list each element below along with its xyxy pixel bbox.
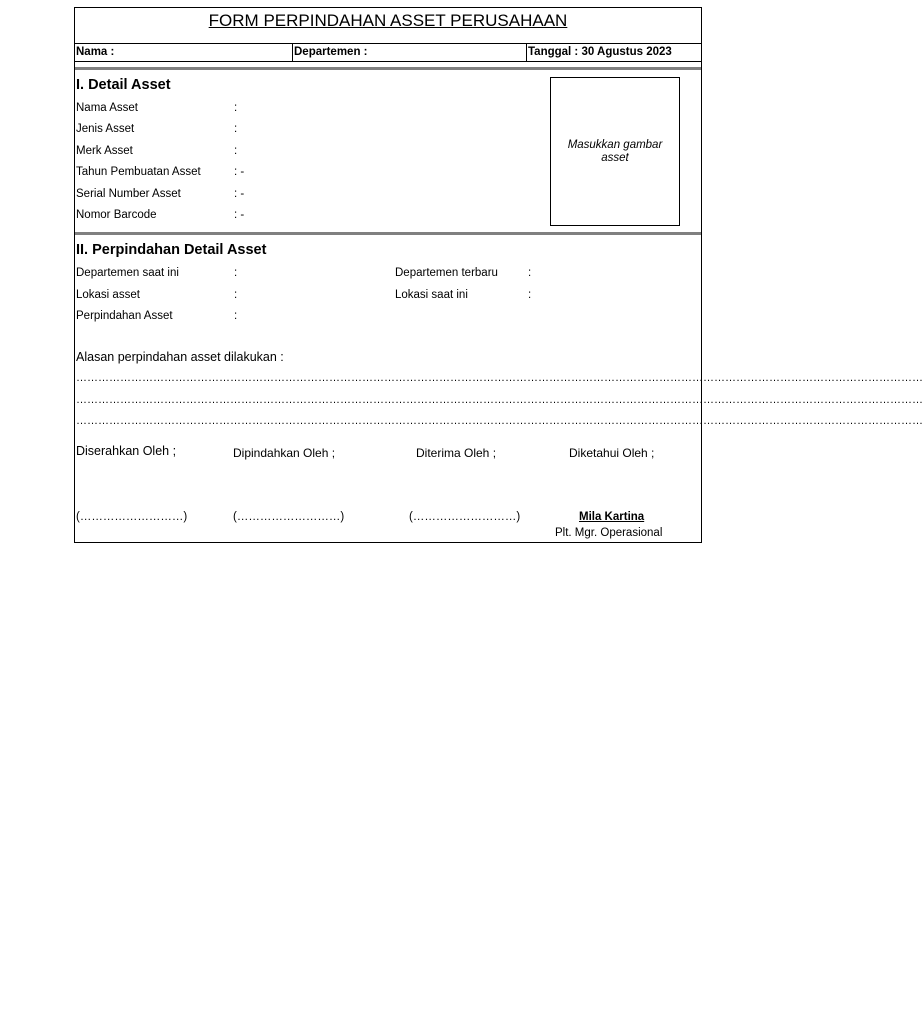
asset-transfer-form — [74, 7, 923, 543]
row-label: Departemen saat ini — [76, 267, 179, 279]
row-value[interactable]: : — [234, 123, 238, 135]
row-value[interactable]: : — [234, 102, 238, 114]
row-label: Perpindahan Asset — [76, 310, 173, 322]
diketahui-label: Diketahui Oleh ; — [569, 446, 655, 460]
row-label: Tahun Pembuatan Asset — [76, 166, 201, 178]
row-label: Lokasi asset — [76, 289, 140, 301]
row-label: Merk Asset — [76, 145, 133, 157]
image-placeholder-text: Masukkan gambar asset — [567, 138, 663, 164]
signature-blank[interactable]: (………………………) — [76, 511, 188, 523]
section-divider — [75, 232, 701, 235]
row-value[interactable]: : - — [234, 209, 245, 221]
row-label: Lokasi saat ini — [395, 289, 468, 301]
row-value[interactable]: : — [528, 289, 532, 301]
asset-image-placeholder[interactable] — [550, 77, 680, 226]
reason-line[interactable]: …………………………………………………………………………………………………………………………………………………………………………………………………………… — [76, 394, 923, 406]
reason-line[interactable]: …………………………………………………………………………………………………………………………………………………………………………………………………………… — [76, 372, 923, 384]
row-label: Departemen terbaru — [395, 267, 498, 279]
reason-line[interactable]: …………………………………………………………………………………………………………………………………………………………………………………………………………… — [76, 415, 923, 427]
tanggal-field[interactable]: Tanggal : 30 Agustus 2023 — [528, 46, 672, 58]
row-label: Serial Number Asset — [76, 188, 181, 200]
section-detail-asset-title: I. Detail Asset — [76, 77, 171, 93]
row-label: Nama Asset — [76, 102, 138, 114]
divider — [75, 61, 701, 62]
diterima-label: Diterima Oleh ; — [416, 446, 497, 460]
reason-label: Alasan perpindahan asset dilakukan : — [76, 350, 284, 364]
approver-role: Plt. Mgr. Operasional — [555, 527, 663, 539]
departemen-field[interactable]: Departemen : — [294, 46, 368, 58]
row-label: Nomor Barcode — [76, 209, 157, 221]
section-divider — [75, 67, 701, 70]
section-perpindahan-title: II. Perpindahan Detail Asset — [76, 242, 267, 258]
row-value[interactable]: : — [528, 267, 532, 279]
row-label: Jenis Asset — [76, 123, 135, 135]
dipindahkan-label: Dipindahkan Oleh ; — [233, 446, 336, 460]
row-value[interactable]: : - — [234, 188, 245, 200]
diserahkan-label: Diserahkan Oleh ; — [76, 444, 177, 458]
row-value[interactable]: : — [234, 145, 238, 157]
row-value[interactable]: : — [234, 310, 238, 322]
row-value[interactable]: : - — [234, 166, 245, 178]
signature-blank[interactable]: (………………………) — [233, 511, 345, 523]
form-title: FORM PERPINDAHAN ASSET PERUSAHAAN — [208, 11, 568, 30]
nama-field[interactable]: Nama : — [76, 46, 115, 58]
row-value[interactable]: : — [234, 267, 238, 279]
signature-blank[interactable]: (………………………) — [409, 511, 521, 523]
row-value[interactable]: : — [234, 289, 238, 301]
approver-name: Mila Kartina — [579, 511, 645, 523]
